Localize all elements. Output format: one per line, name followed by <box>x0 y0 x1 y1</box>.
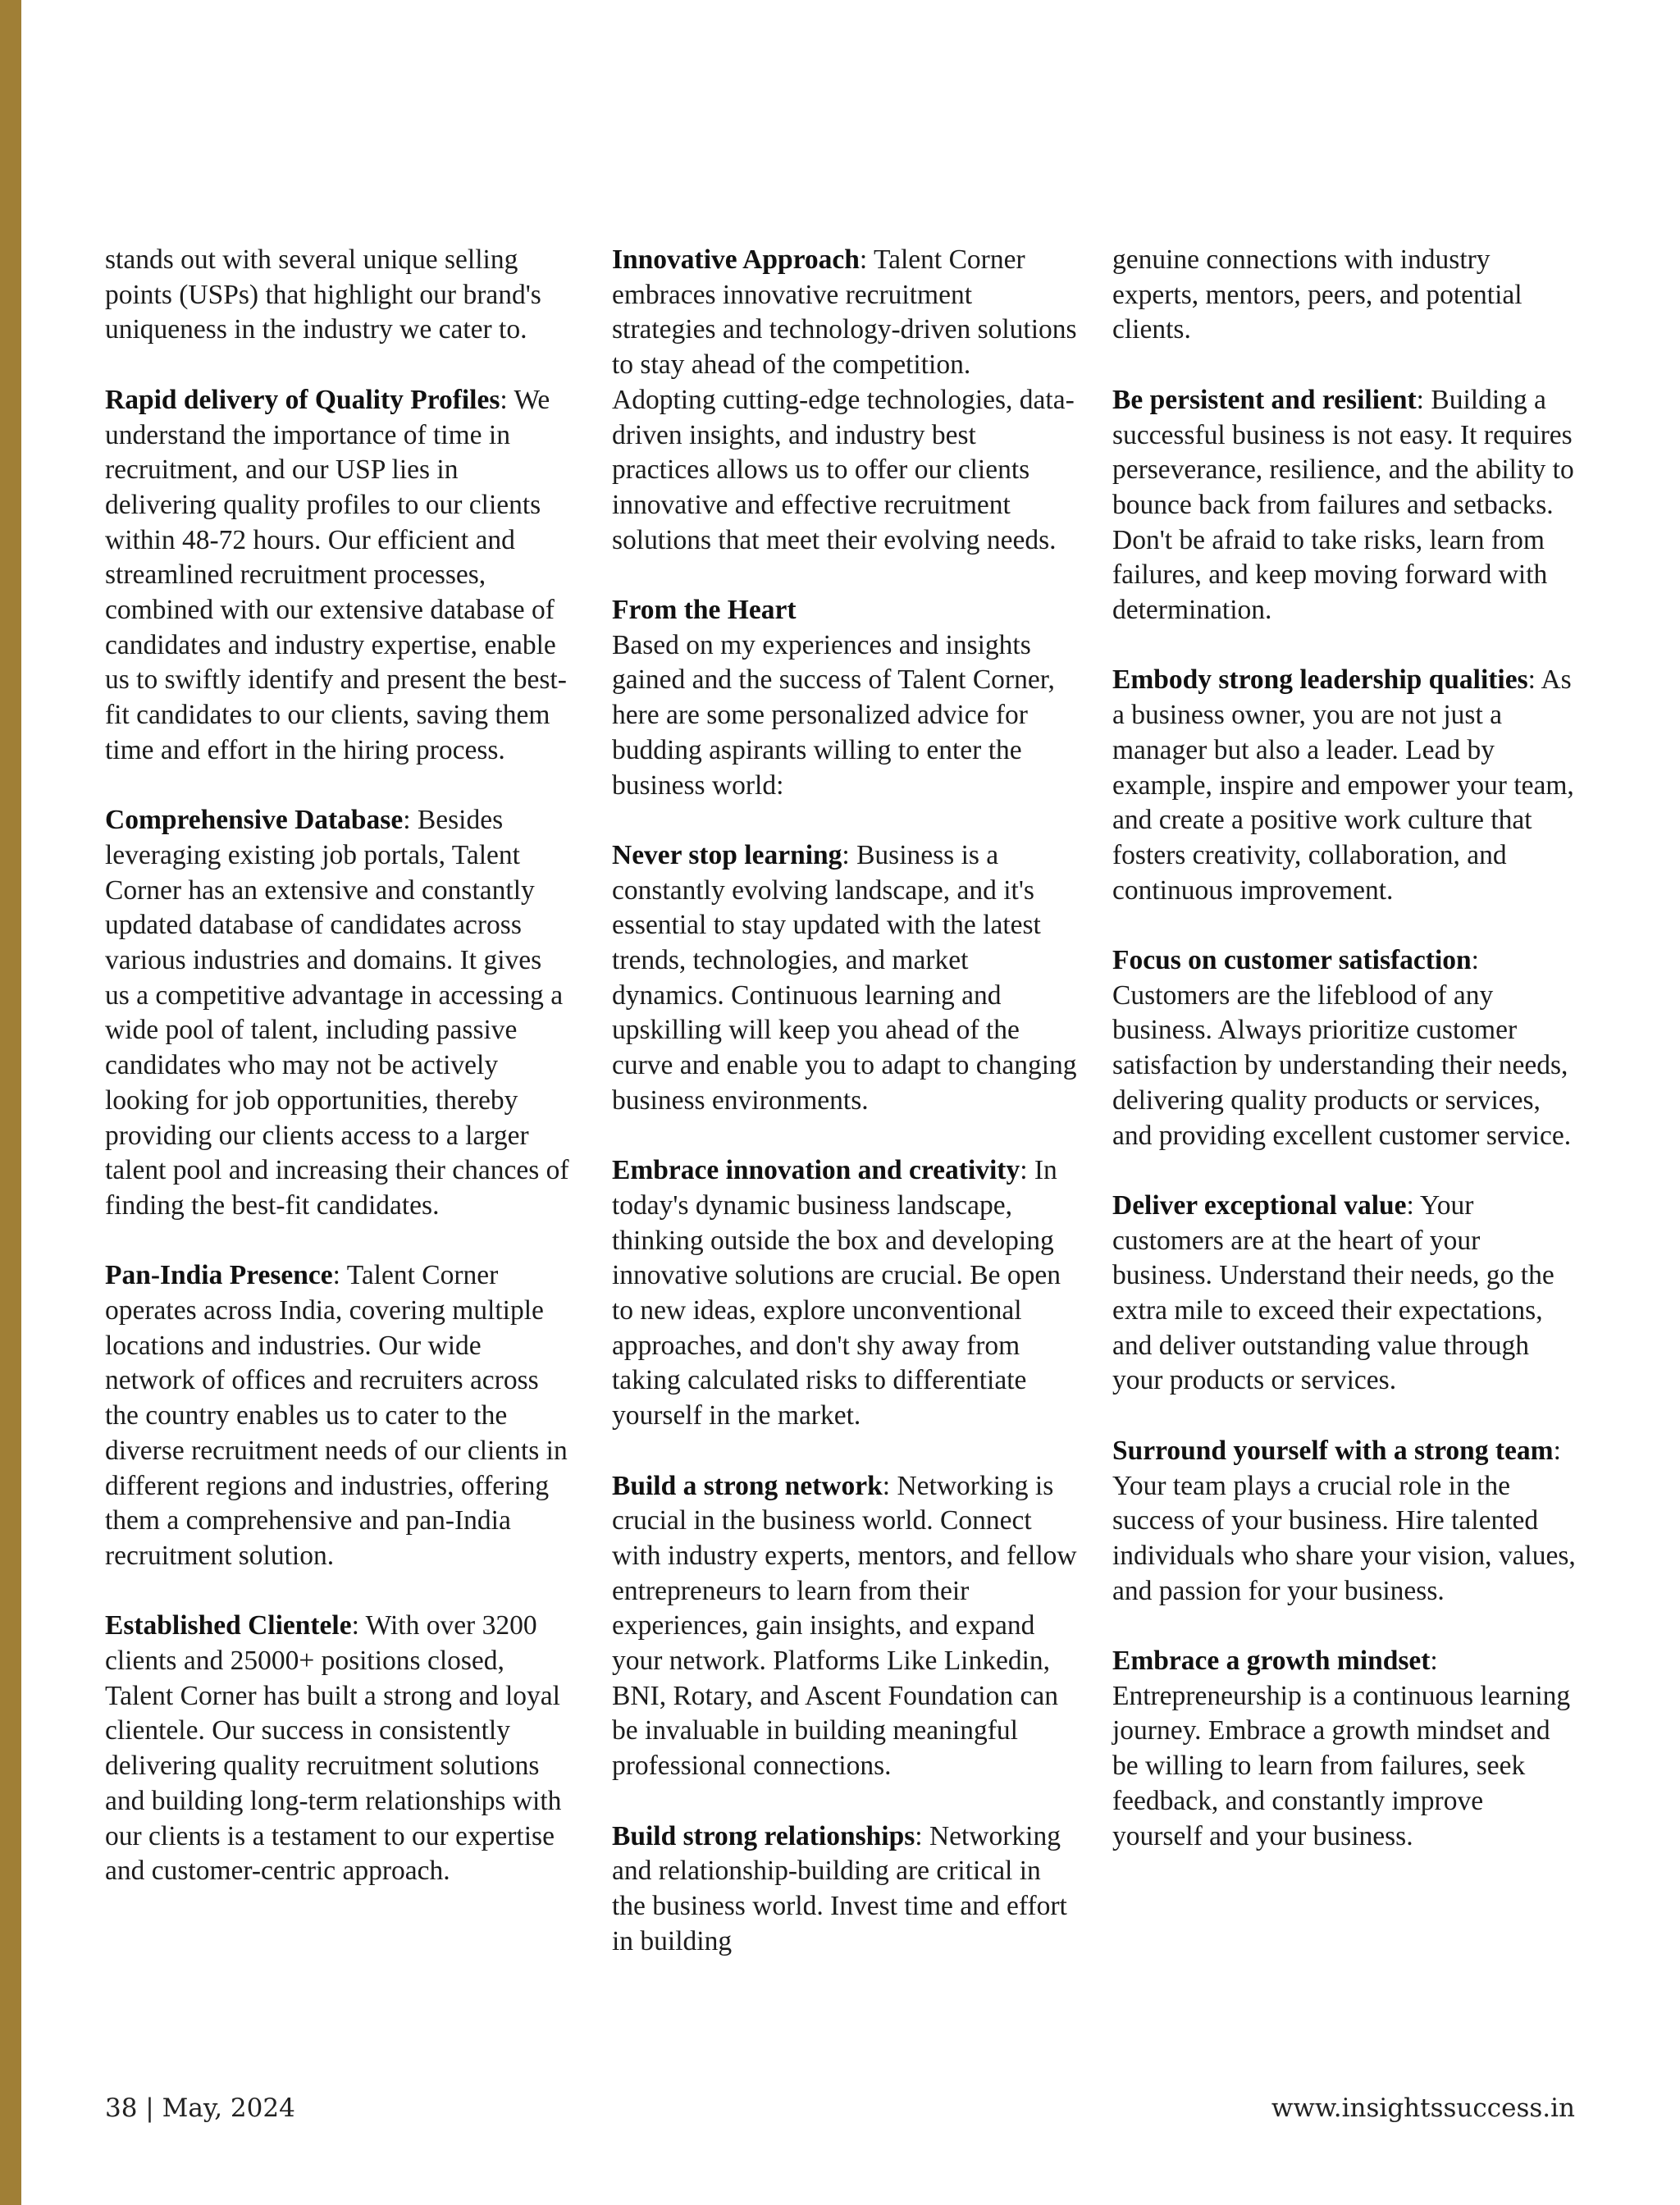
article-column-2 <box>612 243 1080 1994</box>
paragraph-heading: Never stop learning <box>612 839 842 870</box>
paragraph-heading: Build a strong network <box>612 1470 883 1501</box>
paragraph-build-network: Build a strong network: Networking is crucial in the business world. Connect with industry experts, mentors, and fellow entrepreneurs to learn from their experiences, gain insights, and expand your network. Platforms Like Linkedin, BNI, Rotary, and Ascent Foundation can be invaluable in building meaningful professional connections. <box>612 1470 1077 1782</box>
paragraph-heading: Deliver exceptional value <box>1112 1189 1407 1221</box>
paragraph-exceptional-value: Deliver exceptional value: Your customers are at the heart of your business. Understand their needs, go the extra mile to exceed their expectations, and deliver outstanding value through your products or services. <box>1112 1189 1554 1396</box>
paragraph-heading: Pan-India Presence <box>105 1260 333 1291</box>
section-heading: From the Heart <box>612 595 797 626</box>
paragraph-comprehensive-database: Comprehensive Database: Besides leveraging existing job portals, Talent Corner has an extensive and constantly updated database of candidates across various industries and domains. It gives us a competitive advantage in accessing a wide pool of talent, including passive candidates who may not be actively looking for job opportunities, thereby providing our clients access to a larger talent pool and increasing their chances of finding the best-fit candidates. <box>105 805 569 1221</box>
left-accent-bar <box>0 0 21 2205</box>
article-column-3 <box>1112 243 1580 1889</box>
page-number-date: 38 | May, 2024 <box>105 2093 295 2123</box>
paragraph-leadership: Embody strong leadership qualities: As a business owner, you are not just a manager but also a leader. Lead by example, inspire and empower your team, and create a positive work culture that fosters creativity, collaboration, and continuous improvement. <box>1112 664 1574 906</box>
paragraph-strong-team: Surround yourself with a strong team: Your team plays a crucial role in the success of your business. Hire talented individuals who share your vision, values, and passion for your business. <box>1112 1435 1576 1606</box>
paragraph-rapid-delivery: Rapid delivery of Quality Profiles: We understand the importance of time in recruitment, and our USP lies in delivering quality profiles to our clients within 48-72 hours. Our efficient and streamlined recruitment processes, combined with our extensive database of candidates and industry expertise, enable us to swiftly identify and present the best-fit candidates to our clients, saving them time and effort in the hiring process. <box>105 384 567 765</box>
paragraph-never-stop-learning: Never stop learning: Business is a constantly evolving landscape, and it's essential to stay updated with the latest trends, technologies, and market dynamics. Continuous learning and upskilling will keep you ahead of the curve and enable you to adapt to changing business environments. <box>612 839 1077 1116</box>
paragraph-heading: Be persistent and resilient <box>1112 384 1417 415</box>
paragraph-embrace-innovation: Embrace innovation and creativity: In today's dynamic business landscape, thinking outside the box and developing innovative solutions are crucial. Be open to new ideas, explore unconventional approaches, and don't shy away from taking calculated risks to differentiate yourself in the market. <box>612 1155 1061 1431</box>
paragraph-customer-satisfaction: Focus on customer satisfaction: Customers are the lifeblood of any business. Always prioritize customer satisfaction by understanding their needs, delivering quality products or services, and providing excellent customer service. <box>1112 945 1572 1151</box>
paragraph-persistent-resilient: Be persistent and resilient: Building a successful business is not easy. It requires perseverance, resilience, and the ability to bounce back from failures and setbacks. Don't be afraid to take risks, learn from failures, and keep moving forward with determination. <box>1112 384 1574 626</box>
article-column-1 <box>105 243 573 1924</box>
paragraph-innovative-approach: Innovative Approach: Talent Corner embraces innovative recruitment strategies and technology-driven solutions to stay ahead of the competition. Adopting cutting-edge technologies, data-driven insights, and industry best practices allows us to offer our clients innovative and effective recruitment solutions that meet their evolving needs. <box>612 244 1077 555</box>
paragraph-from-the-heart: From the Heart Based on my experiences and insights gained and the success of Talent Corner, here are some personalized advice for budding aspirants willing to enter the business world: <box>612 593 1080 803</box>
paragraph-heading: Established Clientele <box>105 1610 352 1641</box>
paragraph-heading: Build strong relationships <box>612 1820 915 1851</box>
paragraph-build-relationships: Build strong relationships: Networking and relationship-building are critical in the business world. Invest time and effort in building <box>612 1820 1067 1956</box>
paragraph-heading: Comprehensive Database <box>105 805 404 836</box>
paragraph-heading: Embody strong leadership qualities <box>1112 664 1528 696</box>
website-url: www.insightssuccess.in <box>1271 2093 1575 2123</box>
paragraph-heading: Embrace innovation and creativity <box>612 1155 1020 1186</box>
paragraph-heading: Focus on customer satisfaction <box>1112 945 1472 976</box>
paragraph-growth-mindset: Embrace a growth mindset: Entrepreneurship is a continuous learning journey. Embrace a growth mindset and be willing to learn from failures, seek feedback, and constantly improve yourself and your business. <box>1112 1646 1571 1851</box>
paragraph-usps-intro: stands out with several unique selling points (USPs) that highlight our brand's uniqueness in the industry we cater to. <box>105 244 541 345</box>
paragraph-heading: Innovative Approach <box>612 244 860 275</box>
paragraph-established-clientele: Established Clientele: With over 3200 clients and 25000+ positions closed, Talent Corner has built a strong and loyal clientele. Our success in consistently delivering quality recruitment solutions and building long-term relationships with our clients is a testament to our expertise and customer-centric approach. <box>105 1610 562 1887</box>
paragraph-relationships-continued: genuine connections with industry experts, mentors, peers, and potential clients. <box>1112 244 1522 345</box>
paragraph-heading: Rapid delivery of Quality Profiles <box>105 384 500 415</box>
paragraph-heading: Surround yourself with a strong team <box>1112 1435 1554 1466</box>
paragraph-pan-india: Pan-India Presence: Talent Corner operates across India, covering multiple locations and industries. Our wide network of offices and recruiters across the country enables us to cater to the diverse recruitment needs of our clients in different regions and industries, offering them a comprehensive and pan-India recruitment solution. <box>105 1260 568 1571</box>
paragraph-heading: Embrace a growth mindset <box>1112 1646 1431 1677</box>
